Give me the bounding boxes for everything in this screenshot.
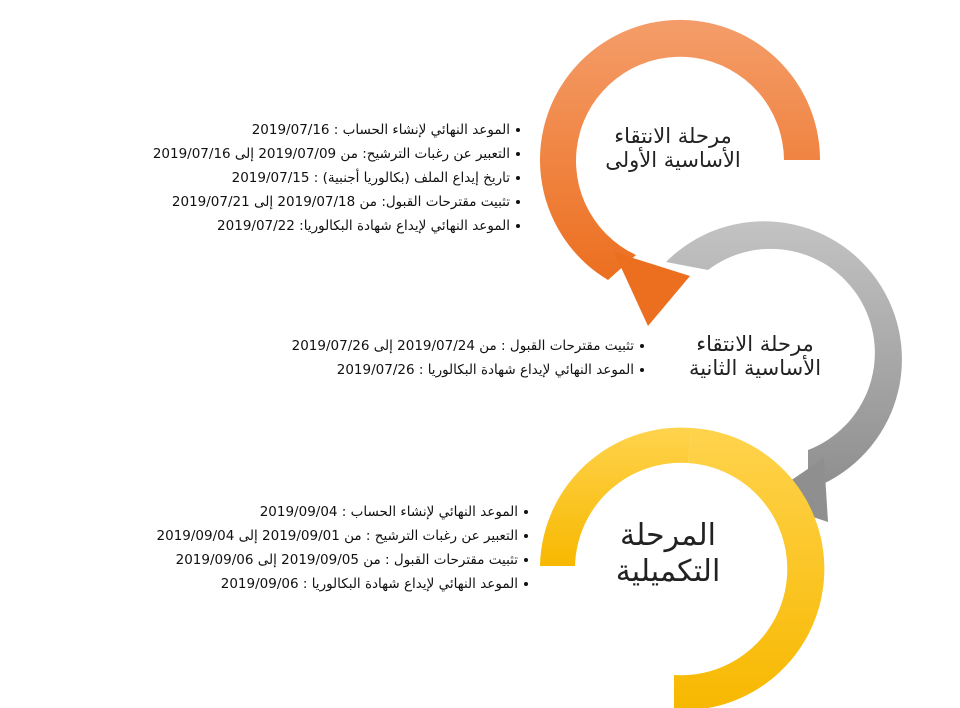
- stage-3-list: [157, 500, 528, 596]
- stage-1-arc: [540, 20, 820, 326]
- stage-3-title-line2: التكميلية: [615, 554, 721, 589]
- list-item: الموعد النهائي لإنشاء الحساب : 2019/09/04: [157, 500, 528, 524]
- list-item: التعبير عن رغبات الترشيح : من 2019/09/01 إلى 2019/09/04: [157, 524, 528, 548]
- stage-2-list: [292, 334, 644, 382]
- stage-1-title-line2: الأساسية الأولى: [605, 148, 741, 173]
- list-item: التعبير عن رغبات الترشيح: من 2019/07/09 إلى 2019/07/16: [153, 142, 520, 166]
- list-item: تثبيت مقترحات القبول : من 2019/09/05 إلى 2019/09/06: [157, 548, 528, 572]
- stage-1-list: [153, 118, 520, 238]
- list-item: الموعد النهائي لإنشاء الحساب : 2019/07/16: [153, 118, 520, 142]
- stage-3-title: [588, 518, 748, 590]
- stage-3-title-line1: المرحلة: [620, 518, 716, 553]
- stage-1-title-line1: مرحلة الانتقاء: [614, 124, 732, 148]
- list-item: تاريخ إيداع الملف (بكالوريا أجنبية) : 2019/07/15: [153, 166, 520, 190]
- list-item: الموعد النهائي لإيداع شهادة البكالوريا : 2019/07/26: [292, 358, 644, 382]
- list-item: تثبيت مقترحات القبول : من 2019/07/24 إلى 2019/07/26: [292, 334, 644, 358]
- stage-2-title-line2: الأساسية الثانية: [688, 356, 822, 381]
- list-item: تثبيت مقترحات القبول: من 2019/07/18 إلى 2019/07/21: [153, 190, 520, 214]
- stage-2-title-line1: مرحلة الانتقاء: [696, 332, 814, 356]
- stage-2-title: [680, 332, 830, 380]
- list-item: الموعد النهائي لإيداع شهادة البكالوريا : 2019/09/06: [157, 572, 528, 596]
- list-item: الموعد النهائي لإيداع شهادة البكالوريا: 2019/07/22: [153, 214, 520, 238]
- stage-1-title: [598, 124, 748, 172]
